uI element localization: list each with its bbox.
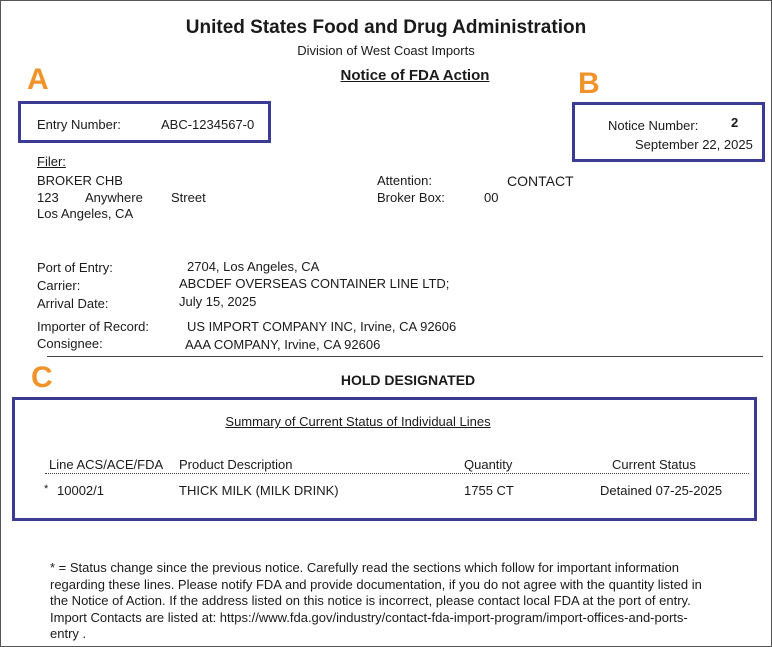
col-header-line: Line ACS/ACE/FDA [49,457,164,472]
attention-label: Attention: [377,173,432,188]
filer-street-name: Anywhere [85,190,143,205]
attention-value: CONTACT [507,173,574,189]
col-header-description: Product Description [179,457,293,472]
agency-title: United States Food and Drug Administration [185,17,587,38]
notice-number-label: Notice Number: [608,118,699,133]
marker-c: C [31,361,53,394]
footer-line: Import Contacts are listed at: https://www.fda.gov/industry/contact-fda-import-program/import-offices-and-ports- [50,609,688,625]
notice-date: September 22, 2025 [635,137,753,152]
consignee-label: Consignee: [37,336,103,351]
filer-street-type: Street [171,190,206,205]
consignee-value: AAA COMPANY, Irvine, CA 92606 [185,337,381,352]
carrier-value: ABCDEF OVERSEAS CONTAINER LINE LTD; [179,276,450,291]
arrival-label: Arrival Date: [37,296,109,311]
footer-notes [50,560,750,643]
section-divider [47,356,763,357]
entry-number-value: ABC-1234567-0 [161,117,255,132]
row-quantity: 1755 CT [464,483,514,498]
importer-label: Importer of Record: [37,319,149,334]
arrival-value: July 15, 2025 [179,294,257,309]
filer-street-number: 123 [37,190,59,205]
broker-box-label: Broker Box: [377,190,445,205]
col-header-status: Current Status [612,457,696,472]
footer-line: entry . [50,626,87,641]
notice-title: Notice of FDA Action [340,67,490,84]
division-subtitle: Division of West Coast Imports [297,43,475,58]
port-label: Port of Entry: [37,260,113,275]
summary-title: Summary of Current Status of Individual Lines [225,414,491,429]
broker-box-value: 00 [484,190,499,205]
footer-line: * = Status change since the previous notice. Carefully read the sections which follow for important information [50,560,680,575]
filer-city: Los Angeles, CA [37,206,134,221]
row-line: 10002/1 [57,483,104,498]
port-value: 2704, Los Angeles, CA [187,259,320,274]
row-status: Detained 07-25-2025 [600,483,723,498]
entry-number-label: Entry Number: [37,117,121,132]
importer-value: US IMPORT COMPANY INC, Irvine, CA 92606 [187,319,457,334]
filer-heading: Filer: [37,154,66,169]
notice-number-value: 2 [731,115,739,130]
filer-name: BROKER CHB [37,173,123,188]
carrier-label: Carrier: [37,278,81,293]
col-header-quantity: Quantity [464,457,513,472]
table-header-rule [45,473,749,474]
marker-b: B [578,67,600,100]
row-description: THICK MILK (MILK DRINK) [179,483,339,498]
footer-line: regarding these lines. Please notify FDA and provide documentation, if you do not agree with the quantity listed in [50,576,702,592]
status-change-marker: * [44,483,49,495]
footer-line: the Notice of Action. If the address listed on this notice is incorrect, please contact local FDA at the port of entry. [50,593,691,608]
hold-designated-heading: HOLD DESIGNATED [340,372,476,388]
marker-a: A [27,63,49,96]
